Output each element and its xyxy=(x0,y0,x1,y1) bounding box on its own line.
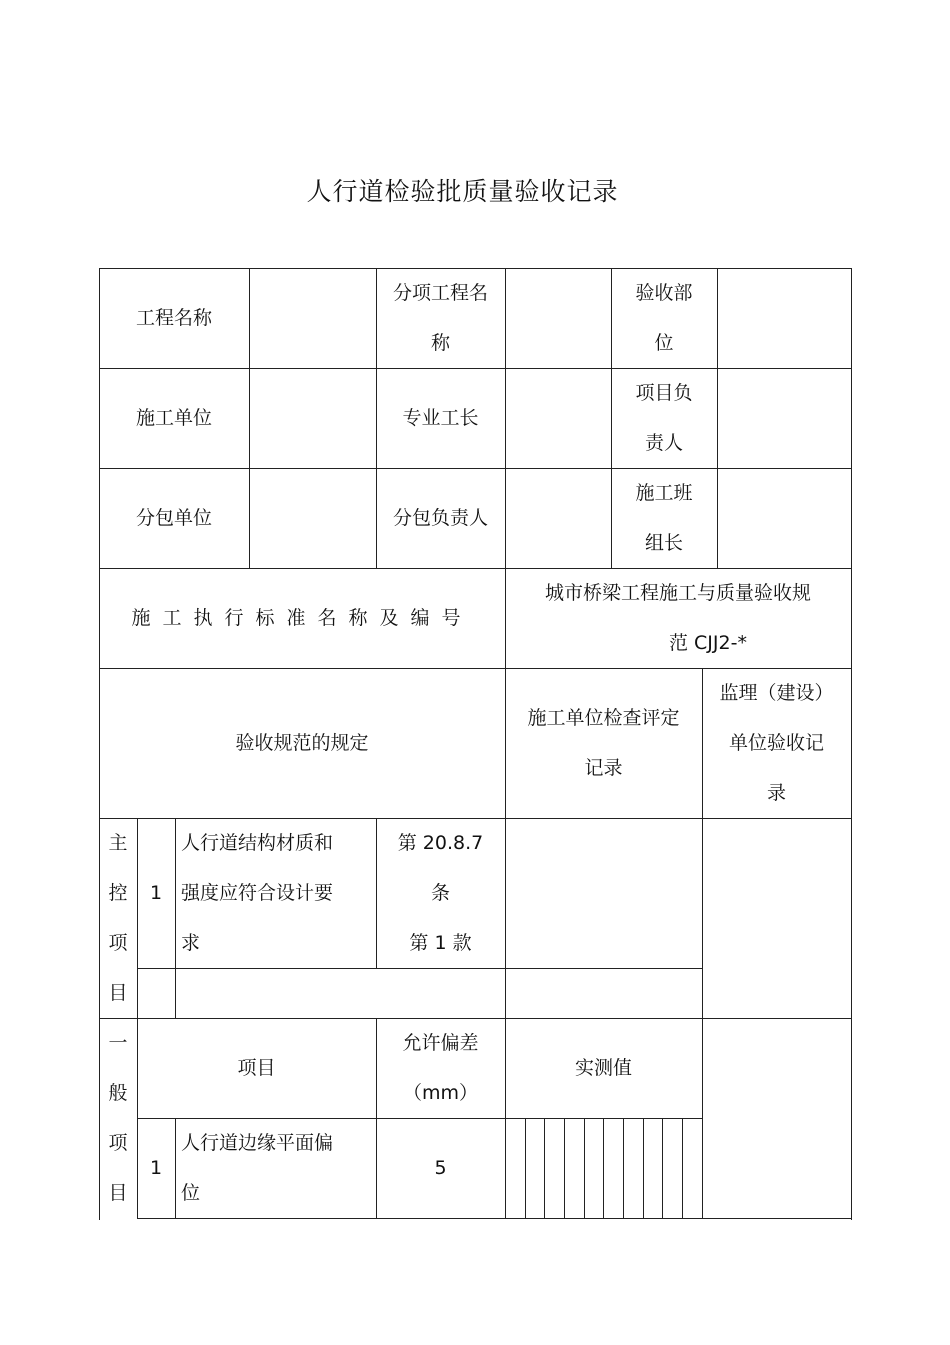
table-rule xyxy=(525,1118,526,1218)
construction-check-label: 施工单位检查评定 记录 xyxy=(527,707,680,779)
subcontract-unit-label: 分包单位 xyxy=(135,507,212,529)
standard-label: 施工执行标准名称及编号 xyxy=(131,607,473,629)
main-control-item-text: 人行道结构材质和 强度应符合设计要 求 xyxy=(181,832,334,954)
table-rule xyxy=(643,1118,644,1218)
general-item-text: 人行道边缘平面偏 位 xyxy=(181,1132,334,1204)
project-name-value[interactable] xyxy=(249,268,376,368)
sub-item-name-label: 分项工程名 称 xyxy=(392,282,488,354)
table-rule xyxy=(584,1118,585,1218)
team-leader-value[interactable] xyxy=(717,468,851,568)
general-item-tolerance: 5 xyxy=(434,1157,447,1179)
general-tolerance-header: 允许偏差 （mm） xyxy=(402,1032,479,1104)
general-item-header: 项目 xyxy=(237,1057,276,1079)
construction-unit-label: 施工单位 xyxy=(135,407,212,429)
table-rule xyxy=(564,1118,565,1218)
main-control-supervision-record[interactable] xyxy=(702,818,851,1018)
project-manager-value[interactable] xyxy=(717,368,851,468)
main-control-group-label: 主 控 项 目 xyxy=(108,832,128,1004)
main-control-item-clause: 第 20.8.7 条 第 1 款 xyxy=(397,832,484,954)
page-title: 人行道检验批质量验收记录 xyxy=(306,177,619,206)
table-rule xyxy=(662,1118,663,1218)
supervision-label: 监理（建设） 单位验收记 录 xyxy=(719,682,834,804)
inspection-part-value[interactable] xyxy=(717,268,851,368)
table-rule xyxy=(682,1118,683,1218)
main-control-item-no: 1 xyxy=(149,882,163,904)
table-rule xyxy=(137,968,702,969)
table-rule xyxy=(623,1118,624,1218)
general-measured-header: 实测值 xyxy=(574,1057,632,1079)
main-control-check-record[interactable] xyxy=(505,818,702,968)
table-rule xyxy=(702,1018,703,1218)
inspection-part-label: 验收部 位 xyxy=(635,282,693,354)
project-name-label: 工程名称 xyxy=(135,307,212,329)
subcontract-unit-value[interactable] xyxy=(249,468,376,568)
professional-foreman-label: 专业工长 xyxy=(402,407,479,429)
standard-value: 城市桥梁工程施工与质量验收规 范 CJJ2-* xyxy=(544,582,811,654)
sub-item-name-value[interactable] xyxy=(505,268,611,368)
project-manager-label: 项目负 责人 xyxy=(635,382,693,454)
team-leader-label: 施工班 组长 xyxy=(635,482,693,554)
subcontract-manager-value[interactable] xyxy=(505,468,611,568)
general-group-label: 一 般 项 目 xyxy=(108,1032,128,1204)
subcontract-manager-label: 分包负责人 xyxy=(392,507,488,529)
table-rule xyxy=(851,268,852,1220)
professional-foreman-value[interactable] xyxy=(505,368,611,468)
general-item-no: 1 xyxy=(149,1157,163,1179)
construction-unit-value[interactable] xyxy=(249,368,376,468)
provision-label: 验收规范的规定 xyxy=(235,732,369,754)
table-rule xyxy=(544,1118,545,1218)
table-rule xyxy=(137,1218,851,1219)
table-rule xyxy=(603,1118,604,1218)
